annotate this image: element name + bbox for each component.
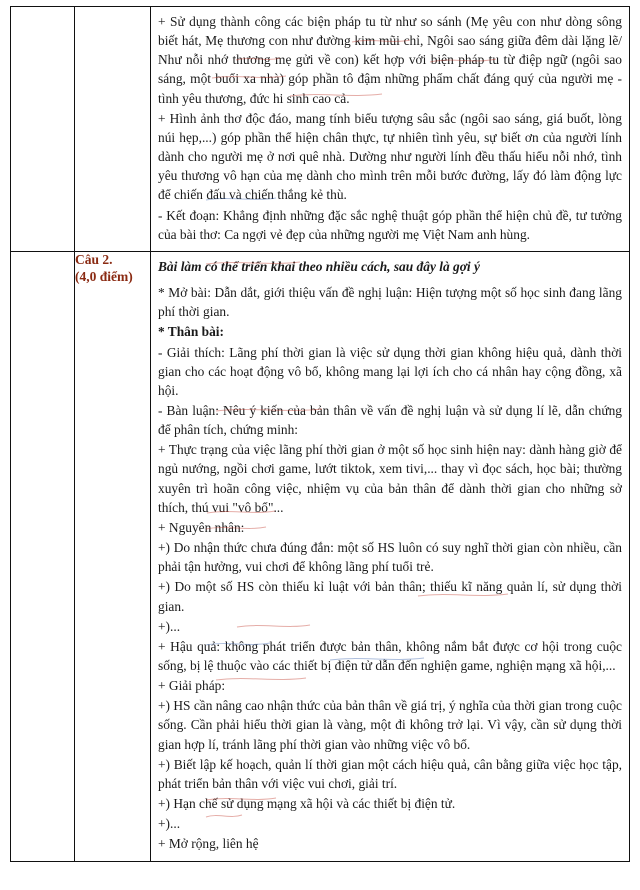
row2-paragraph-10: + Hậu quả: không phát triển được bản thân, không nắm bắt được cơ hội trong cuộc sống, bị lệ thuộc vào các thiết bị điện tử dẫn đến nghiện game, nghiện mạng xã hội,... — [158, 638, 622, 673]
row2-cell-col-a — [11, 251, 75, 861]
row1-cell-col-a — [11, 7, 75, 252]
row2-paragraph-12: +) HS cần nâng cao nhận thức của bản thân về giá trị, ý nghĩa của thời gian trong cuộc sống. Cần phải hiểu thời gian là vàng, một đi không trở lại. Vì vậy, cần sử dụng thời gian hợp lí, tránh lãng phí thời gian vào những việc vô bổ. — [158, 698, 622, 752]
question-score: (4,0 điểm) — [75, 268, 133, 284]
row2-paragraph-1: * Mở bài: Dẫn dắt, giới thiệu vấn đề nghị luận: Hiện tượng một số học sinh đang lãng phí thời gian. — [158, 285, 622, 320]
row2-paragraph-5: + Thực trạng của việc lãng phí thời gian ở một số học sinh hiện nay: dành hàng giờ để ngủ nướng, ngồi chơi game, lướt tiktok, xem tivi,... thay vì đọc sách, học bài; thường xuyên trì hoãn công việc, nhiệm vụ của bản thân để dành thời gian cho những sở thích, thú vui "vô bổ"... — [158, 442, 622, 515]
row2-cell-question-label — [75, 251, 151, 861]
row1-paragraph-2: + Hình ảnh thơ độc đáo, mang tính biểu tượng sâu sắc (ngôi sao sáng, giá buốt, lòng núi hẹp,...) góp phần thể hiện chân thực, tự nhiên tình yêu, sự biết ơn của người lính dành cho người mẹ ở nơi quê nhà. Dường như người lính đều thấu hiểu nỗi nhớ, tình yêu thương vô hạn của mẹ dành cho mình trên mỗi bước đường, lấy đó làm động lực để chiến đấu và chiến thắng kẻ thù. — [158, 110, 622, 203]
row1-cell-content — [151, 7, 630, 252]
row2-paragraph-4: - Bàn luận: Nêu ý kiến của bản thân về vấn đề nghị luận và sử dụng lí lẽ, dẫn chứng để phân tích, chứng minh: — [158, 402, 622, 438]
row2-paragraph-15: +)... — [158, 816, 181, 832]
row2-paragraph-2: * Thân bài: — [158, 324, 224, 340]
row2-paragraph-6: + Nguyên nhân: — [158, 519, 245, 535]
row2-paragraph-9: +)... — [158, 618, 181, 634]
row2-paragraph-8: +) Do một số HS còn thiếu kỉ luật với bản thân; thiếu kĩ năng quản lí, sử dụng thời gian. — [158, 579, 622, 614]
answer-key-table — [10, 6, 630, 862]
row2-paragraph-13: +) Biết lập kế hoạch, quản lí thời gian một cách hiệu quả, cân bằng giữa việc học tập, phát triển bản thân với việc vui chơi, giải trí. — [158, 756, 622, 791]
question-number: Câu 2. — [75, 251, 113, 267]
row1-paragraph-1: + Sử dụng thành công các biện pháp tu từ như so sánh (Mẹ yêu con như dòng sông biết hát, Mẹ thương con như đường kim mũi chỉ, Ngôi sao sáng giữa đêm dài lặng lẽ/ Như nỗi nhớ thương mẹ gửi về con) kết hợp với biện pháp tu từ điệp ngữ (ngôi sao sáng, một buổi xa nhà) góp phần tô đậm những phẩm chất đáng quý của người mẹ - tình yêu thương, đức hi sinh cao cả. — [158, 14, 622, 106]
row2-paragraph-7: +) Do nhận thức chưa đúng đắn: một số HS luôn có suy nghĩ thời gian còn nhiều, cần phải tận hưởng, vui chơi để không lãng phí tuổi trẻ. — [158, 540, 622, 575]
row2-intro: Bài làm có thể triển khai theo nhiều cách, sau đây là gợi ý — [158, 258, 480, 274]
row1-paragraph-3: - Kết đoạn: Khẳng định những đặc sắc nghệ thuật góp phần thể hiện chủ đề, tư tưởng của bài thơ: Ca ngợi vẻ đẹp của những người mẹ Việt Nam anh hùng. — [158, 207, 622, 242]
row2-paragraph-14: +) Hạn chế sử dụng mạng xã hội và các thiết bị điện tử. — [158, 796, 456, 812]
row2-paragraph-11: + Giải pháp: — [158, 678, 226, 694]
row1-col-a-content — [11, 7, 74, 22]
table-row — [11, 7, 630, 252]
table-row — [11, 251, 630, 861]
row2-paragraph-3: - Giải thích: Lãng phí thời gian là việc sử dụng thời gian không hiệu quả, dành thời gian cho các hoạt động vô bổ, không mang lại lợi ích cho cá nhân hay cộng đồng, xã hội. — [158, 344, 622, 398]
row2-paragraph-16: + Mở rộng, liên hệ — [158, 836, 259, 852]
row2-col-a-content — [11, 252, 74, 267]
row1-col-b-content — [75, 7, 150, 22]
row1-cell-col-b — [75, 7, 151, 252]
row2-cell-content — [151, 251, 630, 861]
